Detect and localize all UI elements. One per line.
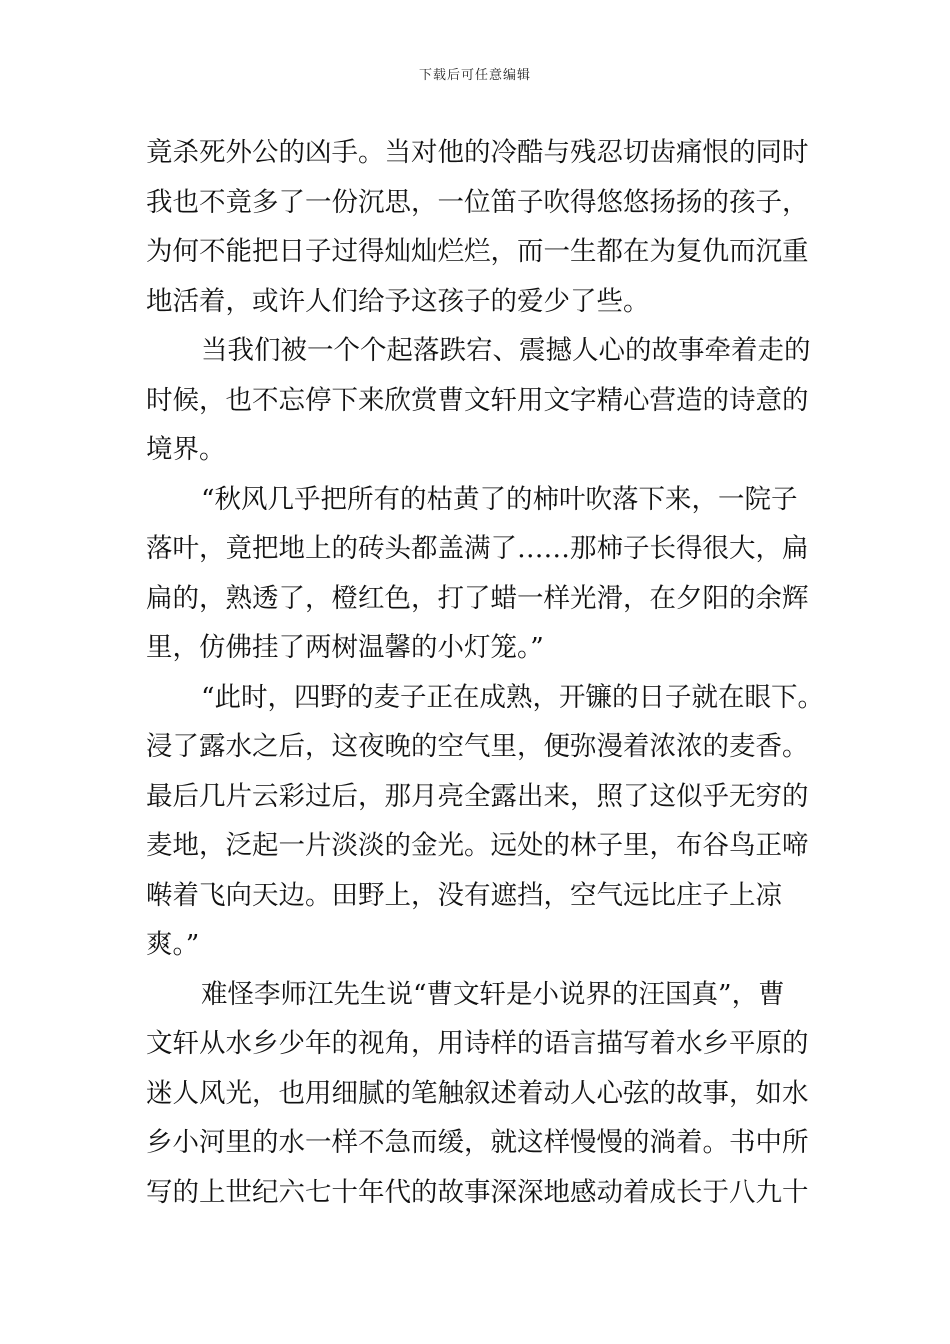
text-line: 最后几片云彩过后，那月亮全露出来，照了这似乎无穷的 [146, 780, 809, 812]
text-line: 难怪李师江先生说“曹文轩是小说界的汪国真”，曹 [201, 978, 785, 1010]
text-line: 麦地，泛起一片淡淡的金光。远处的林子里，布谷鸟正啼 [146, 830, 809, 861]
text-line: “秋风几乎把所有的枯黄了的柿叶吹落下来，一院子 [201, 483, 798, 515]
text-line: 乡小河里的水一样不急而缓，就这样慢慢的淌着。书中所 [146, 1127, 809, 1158]
text-line: 浸了露水之后，这夜晚的空气里，便弥漫着浓浓的麦香。 [146, 731, 809, 762]
text-line: 为何不能把日子过得灿灿烂烂，而一生都在为复仇而沉重 [146, 236, 809, 267]
text-line: 落叶，竟把地上的砖头都盖满了……那柿子长得很大，扁 [146, 533, 809, 564]
text-line: 境界。 [146, 434, 226, 465]
page-header: 下载后可任意编辑 [418, 68, 531, 83]
document-body [146, 128, 836, 1217]
text-line: 爽。” [146, 929, 200, 960]
text-line: 我也不竟多了一份沉思，一位笛子吹得悠悠扬扬的孩子， [146, 186, 809, 218]
text-line: 时候，也不忘停下来欣赏曹文轩用文字精心营造的诗意的 [146, 384, 809, 416]
text-line: 当我们被一个个起落跌宕、震撼人心的故事牵着走的 [201, 335, 811, 366]
text-line: 写的上世纪六七十年代的故事深深地感动着成长于八九十 [146, 1176, 809, 1208]
text-line: 里，仿佛挂了两树温馨的小灯笼。” [146, 632, 544, 663]
text-line: 扁的，熟透了，橙红色，打了蜡一样光滑，在夕阳的余辉 [146, 582, 809, 614]
text-line: 啭着飞向天边。田野上，没有遮挡，空气远比庄子上凉 [146, 879, 782, 911]
text-line: 文轩从水乡少年的视角，用诗样的语言描写着水乡平原的 [146, 1028, 809, 1059]
text-line: “此时，四野的麦子正在成熟，开镰的日子就在眼下。 [201, 681, 825, 713]
text-line: 地活着，或许人们给予这孩子的爱少了些。 [146, 285, 650, 317]
text-line: 竟杀死外公的凶手。当对他的冷酷与残忍切齿痛恨的同时 [146, 137, 809, 168]
text-line: 迷人风光，也用细腻的笔触叙述着动人心弦的故事，如水 [146, 1077, 809, 1109]
